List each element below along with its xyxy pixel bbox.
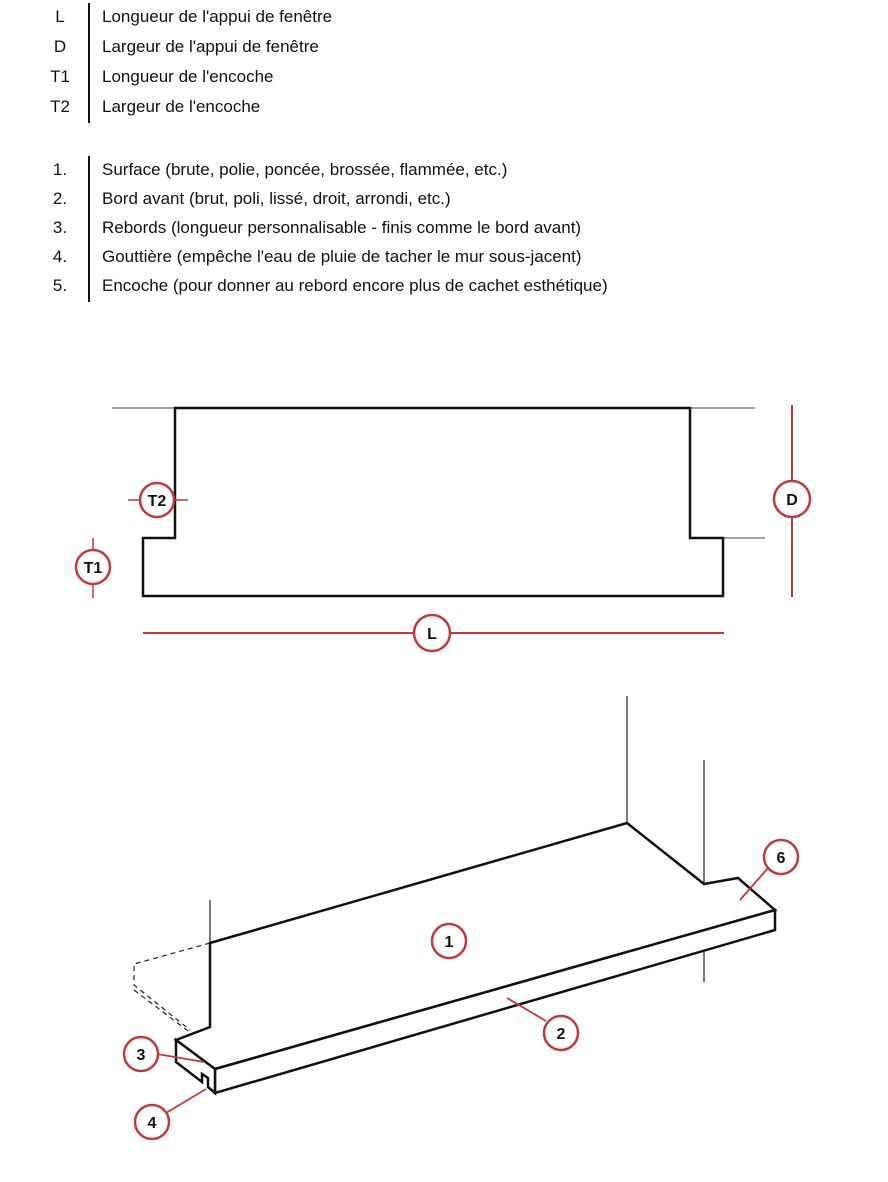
callout-1-label: 1 xyxy=(444,934,454,951)
legend-text: Encoche (pour donner au rebord encore plus de cachet esthétique) xyxy=(102,276,608,295)
legend-key: 4. xyxy=(52,247,68,266)
plan-sill-outline xyxy=(143,408,723,596)
iso-view xyxy=(124,696,798,1139)
legend-text: Rebords (longueur personnalisable - finis comme le bord avant) xyxy=(102,218,582,237)
legend-key: T1 xyxy=(50,67,70,86)
legend-key: 5. xyxy=(52,276,68,295)
legend-text: Largeur de l'encoche xyxy=(102,97,261,116)
callout-3-label: 3 xyxy=(136,1047,146,1064)
legend-key: L xyxy=(55,7,65,26)
t2-label: T2 xyxy=(147,493,167,510)
legend-text: Bord avant (brut, poli, lissé, droit, arrondi, etc.) xyxy=(102,189,451,208)
legend-text: Longueur de l'encoche xyxy=(102,67,274,86)
callout-4-label: 4 xyxy=(147,1115,157,1132)
legend-key: T2 xyxy=(50,97,70,116)
legend-key: D xyxy=(53,37,67,56)
legend-key: 2. xyxy=(52,189,68,208)
d-label: D xyxy=(786,492,798,509)
iso-dashed-edge xyxy=(134,990,200,1040)
l-label: L xyxy=(427,626,437,643)
plan-view xyxy=(76,405,810,651)
t1-label: T1 xyxy=(83,560,103,577)
legend-text: Gouttière (empêche l'eau de pluie de tacher le mur sous-jacent) xyxy=(102,247,582,266)
legend-key: 1. xyxy=(52,160,68,179)
legend-key: 3. xyxy=(52,218,68,237)
iso-dashed-outline xyxy=(134,943,210,1030)
legend-text: Largeur de l'appui de fenêtre xyxy=(102,37,319,56)
legend-text: Longueur de l'appui de fenêtre xyxy=(102,7,333,26)
callout-2-label: 2 xyxy=(556,1026,566,1043)
legend-text: Surface (brute, polie, poncée, brossée, flammée, etc.) xyxy=(102,160,508,179)
callout-4-leader xyxy=(166,1089,206,1113)
callout-6-label: 6 xyxy=(776,850,786,867)
